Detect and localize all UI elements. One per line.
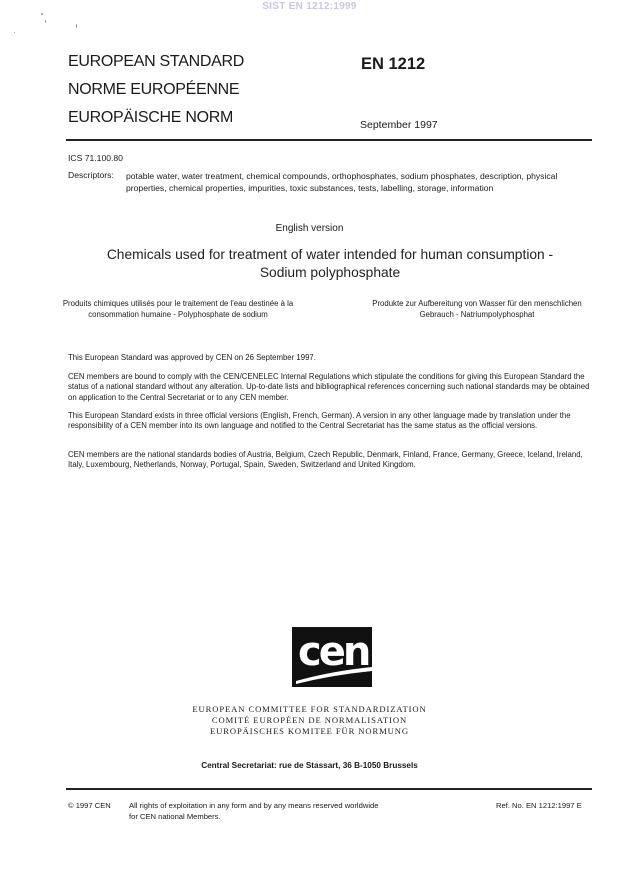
header-divider: [66, 139, 592, 141]
watermark-text: SIST EN 1212:1999: [262, 1, 357, 12]
committee-name-de: EUROPÄISCHES KOMITEE FÜR NORMUNG: [209, 726, 410, 736]
standard-title-fr: NORME EUROPÉENNE: [68, 81, 240, 98]
versions-paragraph: This European Standard exists in three official versions (English, French, German). A version in any other language made by translation under the responsibility of a CEN member into its own language and notified to the Central Secretariat has the same status as the official versions.: [68, 411, 571, 431]
title-french: Produits chimiques utilisés pour le traitement de l'eau destinée à la consommation humaine - Polyphosphate de sodium: [62, 299, 294, 319]
standard-title-de: EUROPÄISCHE NORM: [68, 109, 233, 126]
scan-speck: [45, 20, 46, 23]
copyright-notice: © 1997 CEN: [68, 801, 111, 810]
version-label: English version: [275, 223, 344, 234]
footer-divider: [66, 788, 592, 790]
cen-logo-text: cen: [298, 629, 369, 675]
ics-code: ICS 71.100.80: [68, 153, 123, 163]
approval-paragraph: This European Standard was approved by CEN on 26 September 1997.: [68, 353, 316, 362]
scan-speck: [14, 32, 15, 33]
publication-date: September 1997: [360, 119, 438, 131]
standard-title-en: EUROPEAN STANDARD: [68, 53, 244, 70]
committee-name-fr: COMITÉ EUROPÉEN DE NORMALISATION: [211, 715, 408, 725]
logo-swoosh-icon: [292, 627, 372, 687]
standard-number: EN 1212: [361, 55, 426, 73]
rights-statement: All rights of exploitation in any form and by any means reserved worldwide for CEN national Members.: [129, 801, 379, 821]
cen-logo: [292, 627, 372, 687]
reference-number: Ref. No. EN 1212:1997 E: [496, 801, 582, 810]
committee-name-en: EUROPEAN COMMITTEE FOR STANDARDIZATION: [192, 704, 427, 714]
members-paragraph: CEN members are the national standards bodies of Austria, Belgium, Czech Republic, Denmark, Finland, France, Germany, Greece, Iceland, Ireland, Italy, Luxembourg, Netherlands, Norway, Portugal, Spain, Sweden, Switzerland and United Kingdom.: [68, 450, 583, 470]
scan-speck: [41, 13, 43, 15]
title-german: Produkte zur Aufbereitung von Wasser für den menschlichen Gebrauch - Natriumpolyphosphat: [372, 299, 582, 319]
descriptors-label: Descriptors:: [68, 170, 114, 180]
compliance-paragraph: CEN members are bound to comply with the CEN/CENELEC Internal Regulations which stipulate the conditions for giving this European Standard the status of a national standard without any alteration. Up-to-date lists and bibliographical references concerning such national standards may be obtained on application to the Central Secretariat or to any CEN member.: [68, 372, 590, 402]
descriptors-text: potable water, water treatment, chemical compounds, orthophosphates, sodium phosphates, description, physical properties, chemical properties, impurities, toxic substances, tests, labelling, storage, information: [126, 171, 558, 193]
scan-speck: [76, 24, 77, 28]
secretariat-address: Central Secretariat: rue de Stassart, 36 B-1050 Brussels: [201, 761, 418, 770]
document-title: Chemicals used for treatment of water intended for human consumption - Sodium polyphosphate: [106, 247, 554, 280]
